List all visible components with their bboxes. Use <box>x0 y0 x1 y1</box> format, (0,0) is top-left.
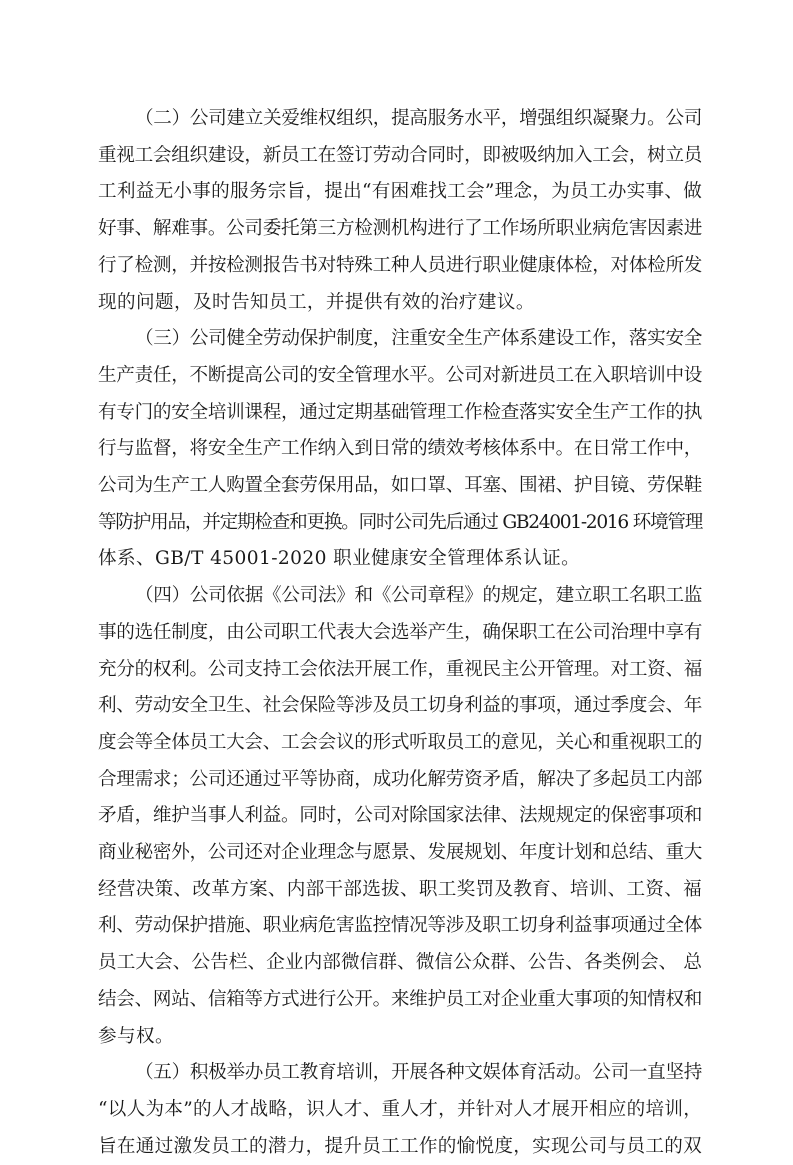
text-line: （三）公司健全劳动保护制度，注重安全生产体系建设工作，落实安全 <box>135 328 702 350</box>
text-line: “以人为本”的人才战略，识人才、重人才，并针对人才展开相应的培训， <box>98 1098 702 1120</box>
text-line: （二）公司建立关爱维权组织，提高服务水平，增强组织凝聚力。公司 <box>135 108 702 129</box>
text-line: 公司为生产工人购置全套劳保用品，如口罩、耳塞、围裙、护目镜、劳保鞋 <box>98 475 702 497</box>
text-line: 参与权。 <box>98 1025 174 1047</box>
text-line: 合理需求；公司还通过平等协商，成功化解劳资矛盾，解决了多起员工内部 <box>98 768 702 790</box>
text-line: 事的选任制度，由公司职工代表大会选举产生，确保职工在公司治理中享有 <box>98 621 702 643</box>
text-line: 充分的权利。公司支持工会依法开展工作，重视民主公开管理。对工资、福 <box>98 658 702 680</box>
document-body <box>98 101 702 1165</box>
text-line: 体系、GB/T 45001-2020 职业健康安全管理体系认证。 <box>98 548 581 570</box>
text-line: 生产责任，不断提高公司的安全管理水平。公司对新进员工在入职培训中设 <box>98 364 702 386</box>
text-line: 结会、网站、信箱等方式进行公开。来维护员工对企业重大事项的知情权和 <box>98 988 702 1010</box>
paragraph-labor-protection <box>98 321 702 578</box>
text-line: 行了检测，并按检测报告书对特殊工种人员进行职业健康体检，对体检所发 <box>98 254 702 276</box>
text-line: 重视工会组织建设，新员工在签订劳动合同时，即被吸纳加入工会，树立员 <box>98 144 702 166</box>
text-line: 矛盾，维护当事人利益。同时，公司对除国家法律、法规规定的保密事项和 <box>98 805 702 827</box>
paragraph-training-activities <box>98 1055 702 1165</box>
text-line: 旨在通过激发员工的潜力，提升员工工作的愉悦度，实现公司与员工的双 <box>98 1135 702 1157</box>
text-line: 现的问题，及时告知员工，并提供有效的治疗建议。 <box>98 291 535 313</box>
text-line: 利、劳动安全卫生、社会保险等涉及员工切身利益的事项，通过季度会、年 <box>98 695 702 717</box>
text-line: 等防护用品，并定期检查和更换。同时公司先后通过 GB24001-2016 环境管理 <box>98 511 702 533</box>
text-line: 有专门的安全培训课程，通过定期基础管理工作检查落实安全生产工作的执 <box>98 401 702 423</box>
text-line: 好事、解难事。公司委托第三方检测机构进行了工作场所职业病危害因素进 <box>98 218 702 240</box>
paragraph-care-and-rights <box>98 101 702 321</box>
text-line: 度会等全体员工大会、工会会议的形式听取员工的意见，关心和重视职工的 <box>98 731 702 753</box>
text-line: 工利益无小事的服务宗旨，提出“有困难找工会”理念，为员工办实事、做 <box>98 181 702 203</box>
text-line: 员工大会、公告栏、企业内部微信群、微信公众群、公告、各类例会、 总 <box>98 952 702 974</box>
text-line: 行与监督，将安全生产工作纳入到日常的绩效考核体系中。在日常工作中， <box>98 438 702 460</box>
text-line: （五）积极举办员工教育培训，开展各种文娱体育活动。公司一直坚持 <box>135 1062 702 1084</box>
text-line: 利、劳动保护措施、职业病危害监控情况等涉及职工切身利益事项通过全体 <box>98 915 702 937</box>
text-line: （四）公司依据《公司法》和《公司章程》的规定，建立职工名职工监 <box>135 585 702 607</box>
text-line: 经营决策、改革方案、内部干部选拔、职工奖罚及教育、培训、工资、福 <box>98 878 702 900</box>
text-line: 商业秘密外，公司还对企业理念与愿景、发展规划、年度计划和总结、重大 <box>98 842 702 864</box>
paragraph-employee-supervisor <box>98 578 702 1055</box>
